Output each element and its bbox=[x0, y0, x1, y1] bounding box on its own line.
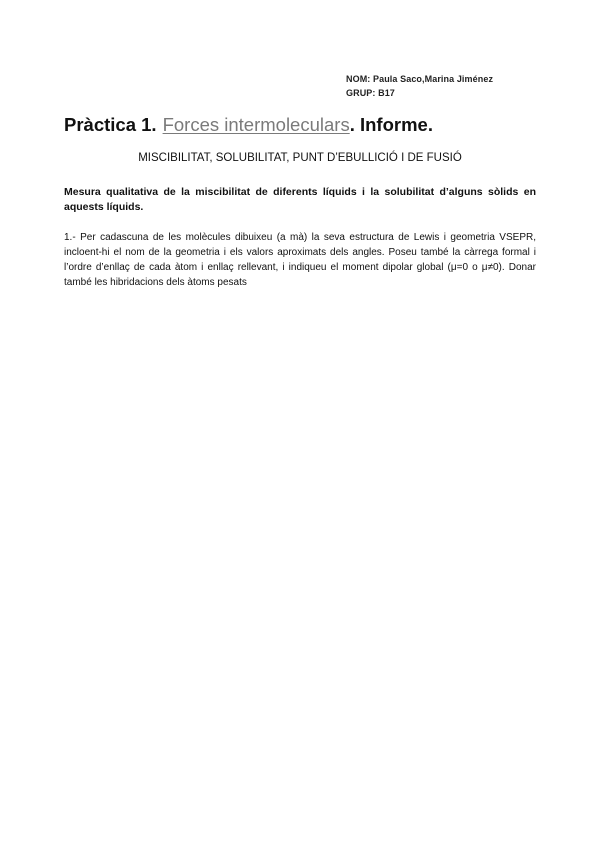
question-1-paragraph: 1.- Per cadascuna de les molècules dibuixeu (a mà) la seva estructura de Lewis i geometria VSEPR, incloent-hi el nom de la geometria i els valors aproximats dels angles. Poseu també la càrrega formal i l’ordre d’enllaç de cada àtom i enllaç rellevant, i indiqueu el moment dipolar global (μ=0 o μ≠0). Donar també les hibridacions dels àtoms pesats bbox=[64, 232, 536, 288]
title-link[interactable]: Forces intermoleculars bbox=[162, 114, 350, 135]
document-title bbox=[64, 114, 433, 136]
author-names: NOM: Paula Saco,Marina Jiménez bbox=[346, 74, 494, 84]
title-suffix: Informe. bbox=[359, 114, 433, 135]
section-heading: MISCIBILITAT, SOLUBILITAT, PUNT D’EBULLICIÓ I DE FUSIÓ bbox=[138, 152, 462, 164]
title-dot: . bbox=[349, 114, 355, 135]
author-block bbox=[346, 72, 493, 100]
group-label: GRUP: B17 bbox=[346, 88, 395, 98]
lead-paragraph: Mesura qualitativa de la miscibilitat de diferents líquids i la solubilitat d’alguns sòlids en aquests líquids. bbox=[64, 186, 536, 213]
title-prefix: Pràctica 1. bbox=[64, 114, 157, 135]
